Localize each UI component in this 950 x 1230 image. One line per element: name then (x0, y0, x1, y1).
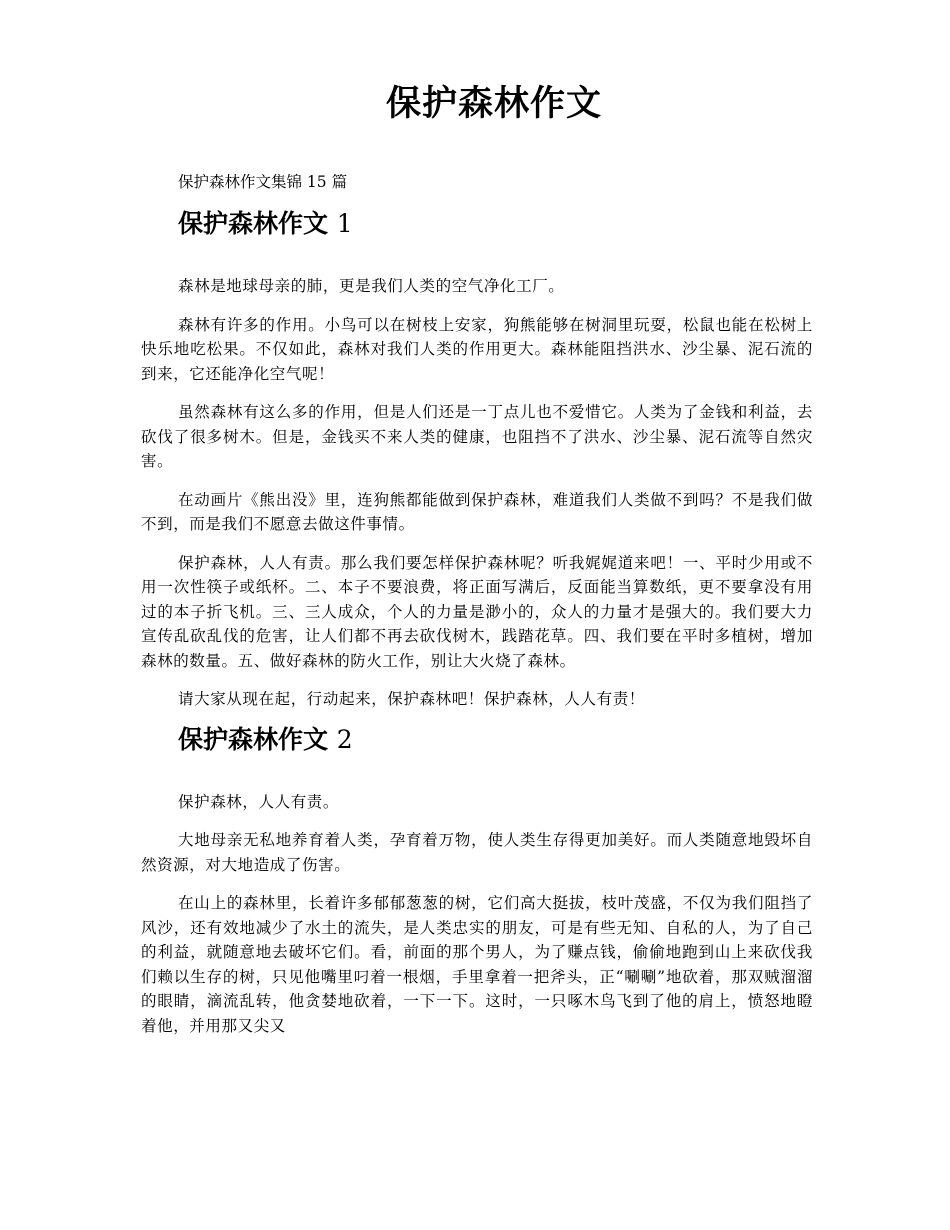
paragraph: 保护森林，人人有责。那么我们要怎样保护森林呢？听我娓娓道来吧！一、平时少用或不用一次性筷子或纸杯。二、本子不要浪费，将正面写满后，反面能当算数纸，更不要拿没有用过的本子折飞机。三、三人成众，个人的力量是渺小的，众人的力量才是强大的。我们要大力宣传乱砍乱伐的危害，让人们都不再去砍伐树木，践踏花草。四、我们要在平时多植树，增加森林的数量。五、做好森林的防火工作，别让大火烧了森林。 (141, 553, 813, 670)
section-heading-1 (141, 204, 813, 244)
document-body (141, 168, 813, 1038)
paragraph: 在动画片《熊出没》里，连狗熊都能做到保护森林，难道我们人类做不到吗？不是我们做不到，而是我们不愿意去做这件事情。 (141, 490, 813, 533)
paragraph: 大地母亲无私地养育着人类，孕育着万物，使人类生存得更加美好。而人类随意地毁坏自然资源，对大地造成了伤害。 (141, 831, 813, 874)
paragraph: 在山上的森林里，长着许多郁郁葱葱的树，它们高大挺拔，枝叶茂盛，不仅为我们阻挡了风沙，还有效地减少了水土的流失，是人类忠实的朋友，可是有些无知、自私的人，为了自己的利益，就随意地去破坏它们。看，前面的那个男人，为了赚点钱，偷偷地跑到山上来砍伐我们赖以生存的树，只见他嘴里叼着一根烟，手里拿着一把斧头，正“唰唰”地砍着，那双贼溜溜的眼睛，滴流乱转，他贪婪地砍着，一下一下。这时，一只啄木鸟飞到了他的肩上，愤怒地瞪着他，并用那又尖又 (141, 894, 813, 1035)
section-heading-2 (141, 720, 813, 760)
document-subtitle: 保护森林作文集锦 15 篇 (178, 173, 348, 191)
section-number: 2 (336, 724, 353, 754)
paragraph: 森林是地球母亲的肺，更是我们人类的空气净化工厂。 (178, 277, 565, 295)
section-heading-text: 保护森林作文 (178, 724, 329, 754)
paragraph: 虽然森林有这么多的作用，但是人们还是一丁点儿也不爱惜它。人类为了金钱和利益，去砍伐了很多树木。但是，金钱买不来人类的健康，也阻挡不了洪水、沙尘暴、泥石流等自然灾害。 (141, 403, 813, 470)
section-heading-text: 保护森林作文 (178, 209, 329, 238)
document-title: 保护森林作文 (385, 84, 602, 124)
paragraph: 请大家从现在起，行动起来，保护森林吧！保护森林，人人有责！ (178, 690, 645, 708)
paragraph: 保护森林，人人有责。 (178, 792, 340, 811)
paragraph: 森林有许多的作用。小鸟可以在树枝上安家，狗熊能够在树洞里玩耍，松鼠也能在松树上快乐地吃松果。不仅如此，森林对我们人类的作用更大。森林能阻挡洪水、沙尘暴、泥石流的到来，它还能净化空气呢！ (141, 315, 813, 383)
section-number: 1 (336, 209, 353, 238)
